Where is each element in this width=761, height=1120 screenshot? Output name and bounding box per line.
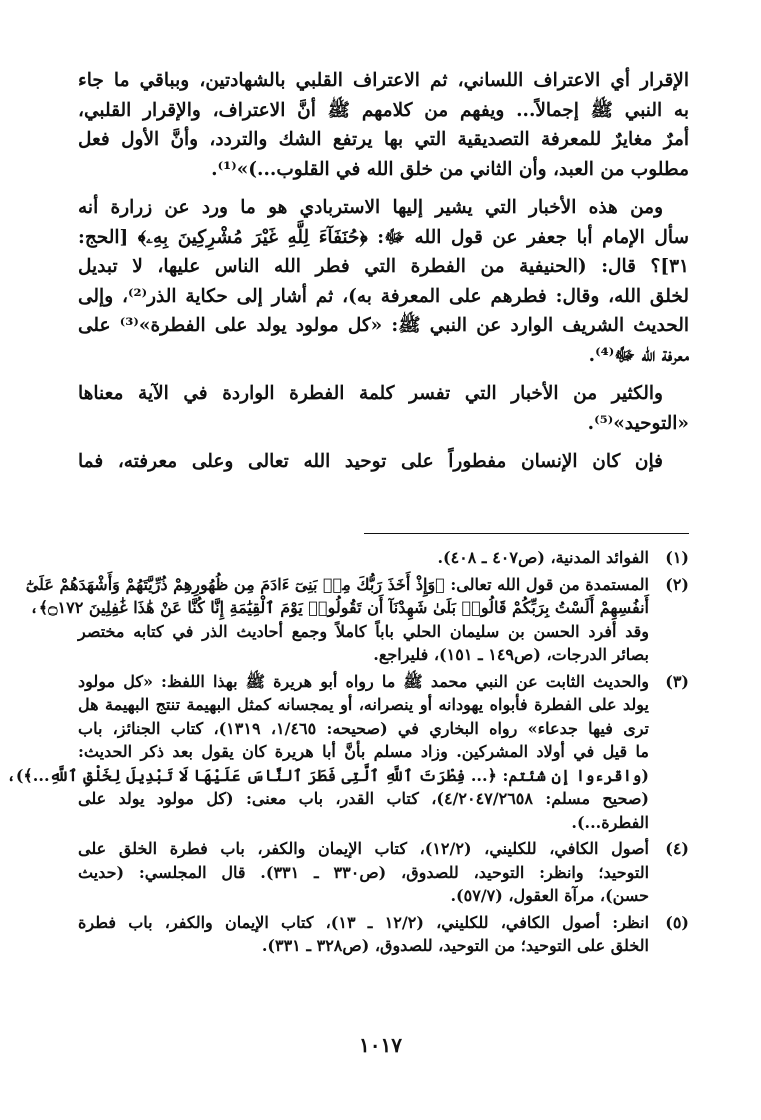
text-line: فإن كان الإنسان مفطوراً على توحيد الله تعالى وعلى معرفته، فما — [78, 451, 663, 472]
text-line: أمرٌ مغايرٌ للمعرفة التصديقية التي بها يرتفع الشك والتردد، وأنَّ الأول فعل — [78, 129, 689, 150]
footnote-number: (١) — [665, 548, 689, 567]
footnote-divider — [364, 533, 689, 534]
footnote-1 — [78, 546, 689, 570]
footnote-line: ترى فيها جدعاء» رواه البخاري في (صحيحه: ١/٤٦٥، ١٣١٩)، كتاب الجنائز، باب — [78, 718, 649, 738]
text-line: والكثير من الأخبار التي تفسر كلمة الفطرة الواردة في الآية معناها — [78, 383, 663, 404]
footnotes — [6, 546, 689, 958]
footnote-line: وقد أفرد الحسن بن سليمان الحلي باباً كاملاً وجمع أحاديث الذر في كتابه مختصر — [78, 621, 649, 641]
footnote-line: حسن)، مرآة العقول، (٥٧/٧). — [450, 886, 649, 905]
footnote-line: يولد على الفطرة فأبواه يهودانه أو ينصرانه، أو يمجسانه كمثل البهيمة تنتج البهيمة هل — [78, 695, 649, 714]
footnote-line: الخلق على التوحيد؛ من التوحيد، للصدوق، (ص٣٢٨ ـ ٣٣١). — [261, 936, 649, 955]
text-line: به النبي ﷺ إجمالاً... ويفهم من كلامهم ﷺ أنَّ الاعتراف، والإقرار القلبي، — [78, 99, 689, 121]
footnote-line: التوحيد؛ وانظر: التوحيد، للصدوق، (ص٣٣٠ ـ ٣٣١). قال المجلسي: (حديث — [78, 862, 650, 882]
text-line: ومن هذه الأخبار التي يشير إليها الاستربادي هو ما ورد عن زرارة أنه — [78, 197, 663, 218]
footnote-number: (٣) — [665, 671, 689, 691]
footnote-number: (٤) — [665, 839, 689, 858]
footnote-line: أَنفُسِهِمْ أَلَسْتُ بِرَبِّكُمْ قَالُوا۟ بَلَىٰ شَهِدْنَآ أَن تَقُولُوا۟ يَوْمَ ٱلْقِيَٰمَةِ إِنَّا كُنَّا عَنْ هَٰذَا غَٰفِلِينَ ۝١٧٢﴾، — [29, 598, 649, 617]
footnote-line: انظر: أصول الكافي، للكليني، (١٢/٢ ـ ١٣)، كتاب الإيمان والكفر، باب فطرة — [78, 912, 650, 932]
text-line: الحديث الشريف الوارد عن النبي ﷺ: «كل مولود يولد على الفطرة»⁽³⁾ على — [78, 315, 689, 336]
footnote-5 — [78, 911, 689, 958]
footnote-line: (صحيح مسلم: ٤/٢٠٤٧/٢٦٥٨)، كتاب القدر، باب معنى: (كل مولود يولد على — [78, 789, 649, 808]
text-line: سأل الإمام أبا جعفر عن قول الله ﷻ: ﴿حُنَفَآءَ لِلَّهِ غَيْرَ مُشْرِكِينَ بِهِۦ﴾ [الحج: — [78, 226, 689, 248]
text-line: مطلوب من العبد، وأن الثاني من خلق الله في القلوب...)»⁽¹⁾. — [211, 158, 689, 180]
footnote-line: والحديث الثابت عن النبي محمد ﷺ ما رواه أبو هريرة ﷺ بهذا اللفظ: «كل مولود — [78, 671, 649, 691]
text-line: الإقرار أي الاعتراف اللساني، ثم الاعتراف القلبي بالشهادتين، وبباقي ما جاء — [78, 70, 689, 91]
text-line: معرفة الله ﷻ⁽⁴⁾. — [588, 344, 689, 366]
footnote-line: المستمدة من قول الله تعالى: ﴿وَإِذْ أَخَذَ رَبُّكَ مِنۢ بَنِىٓ ءَادَمَ مِن ظُهُورِهِمْ ذُرِّيَّتَهُمْ وَأَشْهَدَهُمْ عَلَىٰٓ — [25, 574, 649, 594]
footnote-line: (واقرءوا إن شئتم: ﴿... فِطْرَتَ ٱللَّهِ ٱلَّتِى فَطَرَ ٱلنَّاسَ عَلَيْهَا لَا تَبْدِيلَ لِخَلْقِ ٱللَّهِ...﴾)، — [6, 765, 649, 785]
footnote-2 — [25, 573, 689, 667]
footnote-line: الفوائد المدنية، (ص٤٠٧ ـ ٤٠٨). — [437, 548, 649, 567]
footnote-line: أصول الكافي، للكليني، (١٢/٢)، كتاب الإيمان والكفر، باب فطرة الخلق على — [78, 839, 649, 858]
footnote-number: (٢) — [665, 574, 689, 594]
text-line: ٣١]؟ قال: (الحنيفية من الفطرة التي فطر الله الناس عليها، لا تبديل — [78, 256, 689, 277]
footnote-number: (٥) — [665, 912, 689, 932]
footnote-line: بصائر الدرجات، (ص١٤٩ ـ ١٥١)، فليراجع. — [373, 645, 649, 664]
footnote-4 — [78, 837, 689, 908]
footnote-3 — [6, 670, 689, 835]
main-text — [78, 66, 689, 477]
text-line: لخلق الله، وقال: فطرهم على المعرفة به)، ثم أشار إلى حكاية الذر⁽²⁾، وإلى — [78, 285, 689, 307]
footnote-line: ما قيل في أولاد المشركين. وزاد مسلم بأنَّ أبا هريرة كان يقول بعد ذكر الحديث: — [78, 742, 649, 761]
text-line: «التوحيد»⁽⁵⁾. — [587, 412, 689, 434]
page-number: ١٠١٧ — [359, 1033, 402, 1057]
footnote-line: الفطرة...). — [571, 812, 649, 832]
